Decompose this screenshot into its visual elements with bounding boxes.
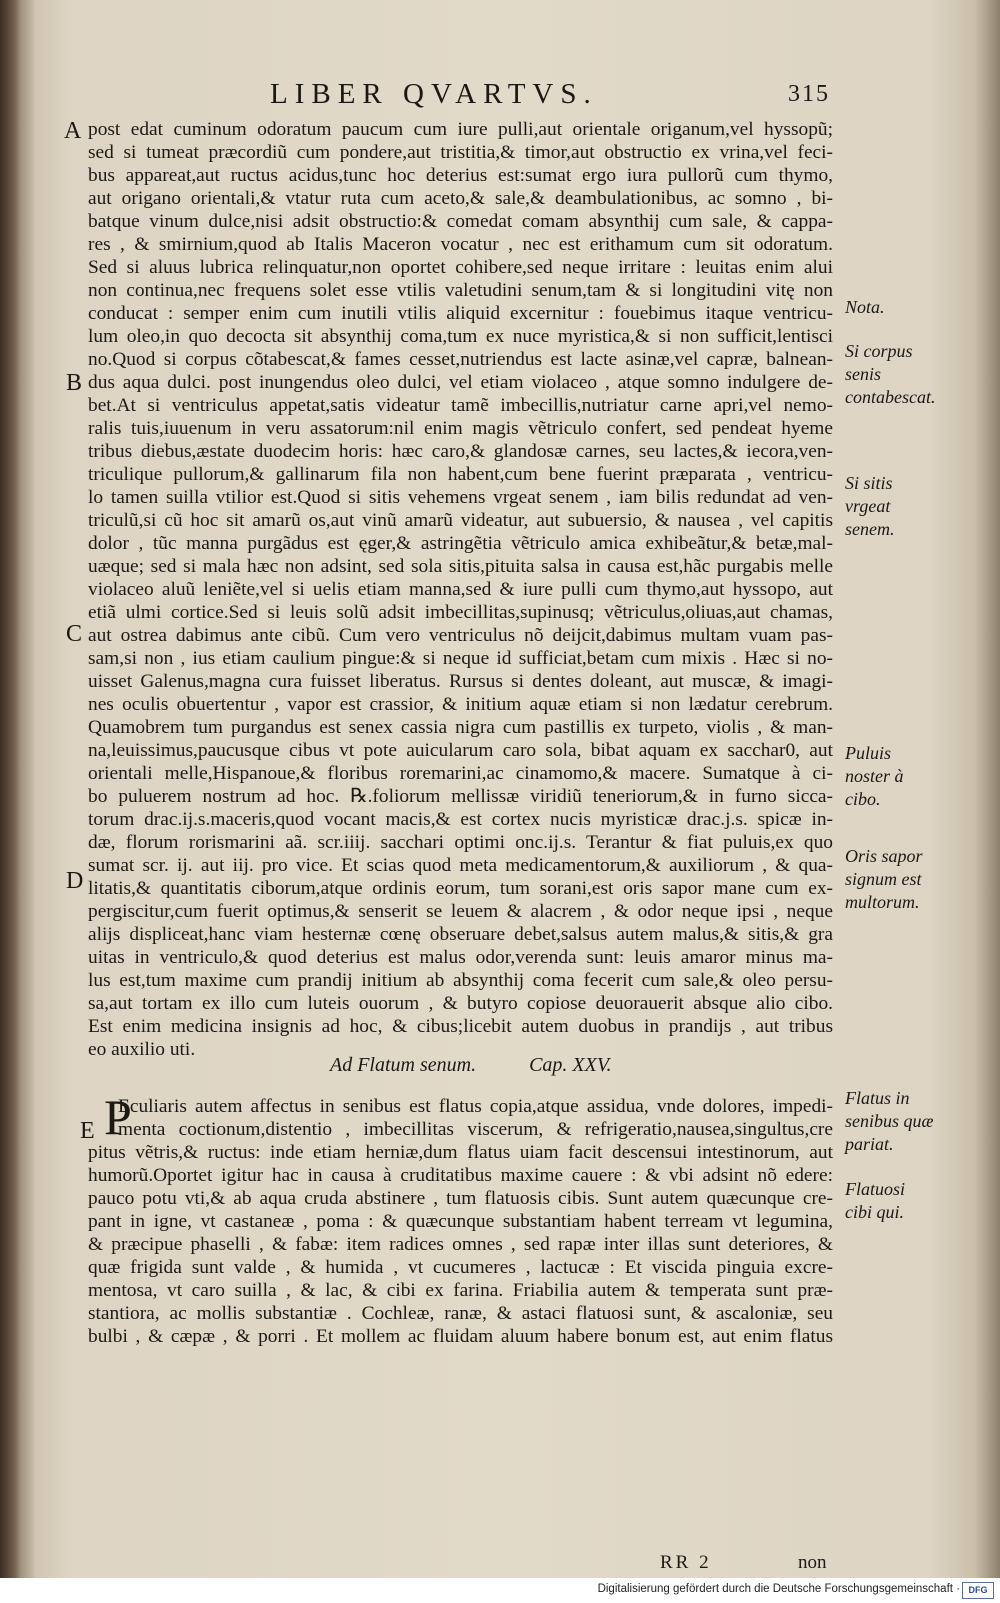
body-line: Est enim medicina insignis ad hoc, & cibus;licebit autem duobus in prandijs , aut tribus xyxy=(88,1016,833,1037)
margin-note-puluis: Puluis noster à cibo. xyxy=(845,743,904,809)
body-line: sam,si non , ius etiam caulium pingue:& si neque id sufficiat,betam cum mixis . Hæc si no- xyxy=(88,648,833,669)
chapter-line: menta coctionum,distentio , imbecillitas viscerum, & refrigeratio,nausea,singultus,cre xyxy=(118,1119,833,1140)
catchword: non xyxy=(798,1552,827,1573)
chapter-line: stantiora, ac mollis substantiæ . Cochleæ, ranæ, & astaci flatuosi sunt, & ascaloniæ, seu xyxy=(88,1303,833,1324)
margin-note-nota: Nota. xyxy=(845,297,885,317)
body-line: Quamobrem tum purgandus est senex cassia nigra cum pastillis ex turpeto, violis , & man- xyxy=(88,717,833,738)
dfg-logo: DFG xyxy=(962,1582,994,1599)
chapter-line: pauco potu vti,& ab aqua cruda abstinere , tum flatuosis cibis. Sunt autem quæcunque cre- xyxy=(88,1188,833,1209)
digitization-credit-bar xyxy=(0,1578,1000,1603)
body-line: triculũ,si cũ hoc sit amarũ os,aut vinũ amarũ videatur, aut subuersio, & nausea , vel capitis xyxy=(88,510,833,531)
chapter-line: pitus vẽtris,& ructus: inde etiam herniæ,dum flatus uiam facit descensui intestinorum, aut xyxy=(88,1142,833,1163)
chapter-line: quæ frigida sunt valde , & humida , vt cucumeres , lactucæ : Et viscida pinguia excre- xyxy=(88,1257,833,1278)
body-line: dæ, florum rorismarini aã. scr.iiij. sacchari optimi onc.ij.s. Terantur & fiat puluis,ex quo xyxy=(88,832,833,853)
credit-text: Digitalisierung gefördert durch die Deutsche Forschungsgemeinschaft · xyxy=(597,1583,960,1595)
body-line: eo auxilio uti. xyxy=(88,1039,196,1060)
page-number: 315 xyxy=(788,81,830,107)
body-line: alijs displiceat,hanc viam hesternæ cœnę obseruare debet,salsus autem malus,& sitis,& gra xyxy=(88,924,833,945)
body-line: bus appareat,aut ructus acidus,tunc hoc deterius est:sumat ergo iura pullorũ cum thymo, xyxy=(88,165,833,186)
page-header xyxy=(270,78,830,112)
chapter-title: Ad Flatum senum. xyxy=(330,1054,477,1076)
chapter-line: bulbi , & cæpæ , & porri . Et mollem ac fluidam aluum habere bonum est, aut enim flatus xyxy=(88,1326,833,1347)
body-line: non continua,nec frequens solet esse vtilis valetudini senum,tam & si longitudini vitę non xyxy=(88,280,833,301)
body-line: aut origano orientali,& vtatur ruta cum aceto,& sale,& deambulationibus, ac somno , bi- xyxy=(88,188,833,209)
section-letter-b: B xyxy=(66,370,83,396)
chapter-line: pant in igne, vt castaneæ , poma : & quæcunque substantiam habent terream vt legumina, xyxy=(88,1211,833,1232)
body-line: no.Quod si corpus cõtabescat,& fames cesset,nutriendus est lacte asinæ,vel capræ, balnean- xyxy=(88,349,833,370)
chapter-line: mentosa, vt caro suilla , & lac, & cibi ex farina. Friabilia autem & temperata sunt præ- xyxy=(88,1280,833,1301)
section-letter-c: C xyxy=(66,621,83,647)
body-line: lo tamen suilla vtilior est.Quod si sitis vehemens vrgeat senem , iam bilis redundat ad ven- xyxy=(88,487,833,508)
running-title: LIBER QVARTVS. xyxy=(270,78,598,110)
body-line: tribus diebus,æstate duodecim horis: hæc caro,& glandosæ carnes, seu lactes,& iecora,ven- xyxy=(88,441,833,462)
section-letter-a: A xyxy=(64,118,82,144)
body-line: dolor , tũc manna purgãdus est ęger,& astringẽtia vẽtriculo amica exhibeãtur,& betæ,mal- xyxy=(88,533,833,554)
drop-cap: P xyxy=(104,1089,132,1145)
margin-note-sitis: Si sitis vrgeat senem. xyxy=(845,473,895,539)
body-line: dus aqua dulci. post inungendus oleo dulci, vel etiam violaceo , atque somno indulgere de- xyxy=(88,372,833,393)
chapter-heading xyxy=(330,1054,730,1077)
chapter-line: humorũ.Oportet igitur hac in causa à cruditatibus maxime cauere : & vbi adsint nõ edere: xyxy=(88,1165,833,1186)
body-line: uæque; sed si mala hæc non adsint, sed sola sitis,pituita salsa in causa est,hãc purgabis melle xyxy=(88,556,833,577)
body-line: batque vinum dulce,nisi adsit obstructio:& comedat comam absynthij cum sale, & cappa- xyxy=(88,211,833,232)
body-line: etiã ulmi cortice.Sed si leuis solũ adsit imbecillitas,supinusq; vẽtriculus,oliuas,aut chamas, xyxy=(88,602,833,623)
body-line: bo puluerem nostrum ad hoc. ℞.foliorum mellissæ viridiũ teneriorum,& in furno sicca- xyxy=(88,786,833,807)
signature-mark: RR 2 xyxy=(660,1552,712,1573)
body-line: res , & smirnium,quod ab Italis Maceron vocatur , nec est erithamum cum sit odoratum. xyxy=(88,234,833,255)
body-line: litatis,& quantitatis ciborum,atque ordinis eorum, tum sorani,est oris sapor mane cum ex- xyxy=(88,878,833,899)
body-line: bet.At si ventriculus appetat,satis videatur tamẽ imbecillis,nutriatur carne apri,vel nemo- xyxy=(88,395,833,416)
body-line: lum oleo,in quo decocta sit absynthij coma,tum ex nuce myristica,& si non sufficit,lentisci xyxy=(88,326,833,347)
body-line: na,leuissimus,paucusque cibus vt pote auicularum caro sola, bibat aquam ex sacchar0, aut xyxy=(88,740,833,761)
body-line: aut ostrea dabimus ante cibũ. Cum vero ventriculus nõ deijcit,dabimus multam vuam pas- xyxy=(88,625,833,646)
body-line: triculique pullorum,& gallinarum fila non habent,cum bene fuerint præparata , ventricu- xyxy=(88,464,833,485)
body-line: nes oculis obuertentur , vapor est crassior, & initium aquæ etiam si non lædatur cerebrum. xyxy=(88,694,833,715)
margin-note-oris: Oris sapor signum est multorum. xyxy=(845,846,923,912)
chapter-line: Eculiaris autem affectus in senibus est flatus copia,atque assidua, vnde dolores, impedi- xyxy=(118,1096,833,1117)
body-line: sumat scr. ij. aut iij. pro vice. Et scias quod meta medicamentorum,& auxiliorum , & qua- xyxy=(88,855,833,876)
body-line: conducat : semper enim cum inutili vtilis aliquid excernitur : fouebimus itaque ventricu- xyxy=(88,303,833,324)
margin-note-corpus: Si corpus senis contabescat. xyxy=(845,341,936,407)
section-letter-d: D xyxy=(66,868,84,894)
chapter-number: Cap. XXV. xyxy=(529,1054,612,1076)
body-line: sed si tumeat præcordiũ cum pondere,aut tristitia,& timor,aut obstructio ex vrina,vel feci- xyxy=(88,142,833,163)
body-line: violaceo aluũ leniẽte,vel si uelis etiam manna,sed & iure pulli cum thymo,aut hyssopo, aut xyxy=(88,579,833,600)
margin-note-flatuosi: Flatuosi cibi qui. xyxy=(845,1179,906,1222)
margin-note-flatus: Flatus in senibus quæ pariat. xyxy=(845,1088,934,1154)
body-line: post edat cuminum odoratum paucum cum iure pulli,aut orientale origanum,vel hyssopũ; xyxy=(88,119,833,140)
body-line: sa,aut tortam ex illo cum luteis ouorum , & butyro copiose deuorauerit absque alio cibo. xyxy=(88,993,833,1014)
body-line: lus est,tum maxime cum prandij initium ab absynthij coma fecerit cum sale,& oleo persu- xyxy=(88,970,833,991)
body-text xyxy=(88,118,833,1061)
body-line: pergiscitur,cum fuerit optimus,& senserit se leuem & alacrem , & odor neque ipsi , neque xyxy=(88,901,833,922)
chapter-line: & præcipue phaselli , & fabæ: item radices omnes , sed rapæ inter illas sunt deteriores, & xyxy=(88,1234,833,1255)
body-line: torum drac.ij.s.maceris,quod vocant macis,& est cortex nucis myristicæ drac.j.s. spicæ in- xyxy=(88,809,833,830)
body-line: uitas in ventriculo,& quod deterius est malus odor,verenda sunt: leuis amaror minus ma- xyxy=(88,947,833,968)
section-letter-e: E xyxy=(80,1118,95,1144)
body-line: uisset Galenus,magna cura fuisset liberatus. Rursus si dentes doleant, aut muscæ, & imagi- xyxy=(88,671,833,692)
body-line: ralis tuis,iuuenum in veru assatorum:nil enim magis vẽtriculo confert, sed pendeat hyeme xyxy=(88,418,833,439)
chapter-body xyxy=(88,1089,833,1349)
book-spine-shadow xyxy=(0,0,20,1578)
body-line: Sed si aluus lubrica relinquatur,non oportet cohibere,sed neque irritare : leuitas enim alui xyxy=(88,257,833,278)
body-line: orientali melle,Hispanoue,& floribus roremarini,ac cinamomo,& macere. Sumatque à ci- xyxy=(88,763,833,784)
